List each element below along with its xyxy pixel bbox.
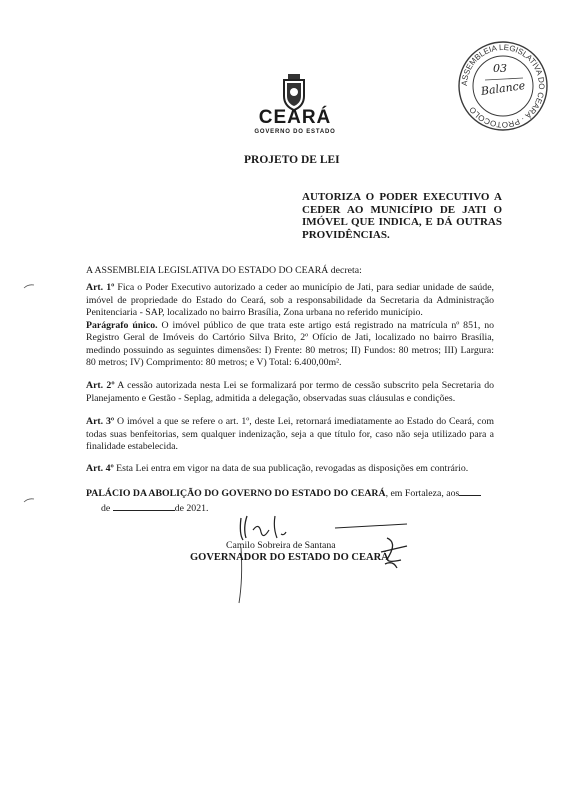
article-1-label: Art. 1º — [86, 282, 115, 293]
state-logo — [250, 108, 340, 135]
stamp-ring-text: ASSEMBLEIA LEGISLATIVA DO CEARÁ · PROTOCOLO — [459, 42, 547, 130]
palacio-name: PALÁCIO DA ABOLIÇÃO DO GOVERNO DO ESTADO DO CEARÁ — [86, 488, 386, 499]
article-4-text: Esta Lei entra em vigor na data de sua publicação, revogadas as disposições em contrário. — [113, 463, 469, 474]
stamp-number: 03 — [493, 62, 507, 75]
palacio-rest: , em Fortaleza, aos — [385, 488, 460, 499]
article-4-label: Art. 4º — [86, 463, 114, 474]
paragrafo-text: O imóvel público de que trata este artigo está registrado na matrícula nº 851, no Registro Geral de Imóveis do Cartório Silva Brito, 2º Ofício de Jati, localizado no bairro Brasília, medindo possuindo as seguintes dimensões: I) Frente: 80 metros; II) Fundos: 80 metros; III) Largura: 80 metros; IV) Comprimento: 80 metros; e V) Total: 6.400,00m². — [86, 319, 494, 368]
margin-mark — [23, 283, 35, 289]
paragrafo-label: Parágrafo único. — [86, 319, 158, 331]
stamp-note: Balance — [480, 78, 526, 99]
protocol-stamp — [453, 40, 553, 132]
month-blank — [113, 500, 175, 511]
ementa: AUTORIZA O PODER EXECUTIVO A CEDER AO MUNICÍPIO DE JATI O IMÓVEL QUE INDICA, E DÁ OUTRAS PROVIDÊNCIAS. — [302, 191, 502, 241]
date-year: de 2021. — [174, 503, 209, 514]
day-blank — [459, 485, 481, 496]
document-title: PROJETO DE LEI — [244, 154, 340, 166]
coat-of-arms-icon — [279, 72, 309, 112]
article-1-text: Fica o Poder Executivo autorizado a ceder ao município de Jati, para sediar unidade de saúde, imóvel de propriedade do Estado do Ceará, sob a responsabilidade da Secretaria da Administração Penitenciaria - SAP, localizado no bairro Brasília, Zona urbana no referido município. — [86, 282, 495, 318]
date-de: de — [101, 503, 111, 514]
signer-name: Camilo Sobreira de Santana — [226, 540, 336, 551]
signer-title: GOVERNADOR DO ESTADO DO CEARÁ — [190, 552, 389, 563]
article-4 — [86, 463, 494, 476]
margin-mark — [23, 497, 35, 503]
article-3 — [86, 416, 494, 454]
intro: A ASSEMBLEIA LEGISLATIVA DO ESTADO DO CEARÁ decreta: — [86, 265, 362, 276]
article-1 — [86, 282, 494, 370]
governor-signature — [237, 508, 417, 618]
article-3-text: O imóvel a que se refere o art. 1º, deste Lei, retornará imediatamente ao Estado do Ceará, com todas suas benfeitorias, sem qualquer indenização, seja a que título for, caso não seja utilizado para a finalidade estabelecida. — [86, 416, 494, 452]
article-3-label: Art. 3º — [86, 416, 115, 427]
article-2-label: Art. 2º — [86, 380, 115, 391]
article-2 — [86, 380, 494, 405]
article-2-text: A cessão autorizada nesta Lei se formalizará por termo de cessão subscrito pela Secretaria do Planejamento e Gestão - Seplag, admitida a delegação, observadas suas cláusulas e condições. — [86, 380, 495, 404]
state-subtitle: GOVERNO DO ESTADO — [254, 129, 336, 135]
state-name: CEARÁ — [258, 107, 332, 128]
